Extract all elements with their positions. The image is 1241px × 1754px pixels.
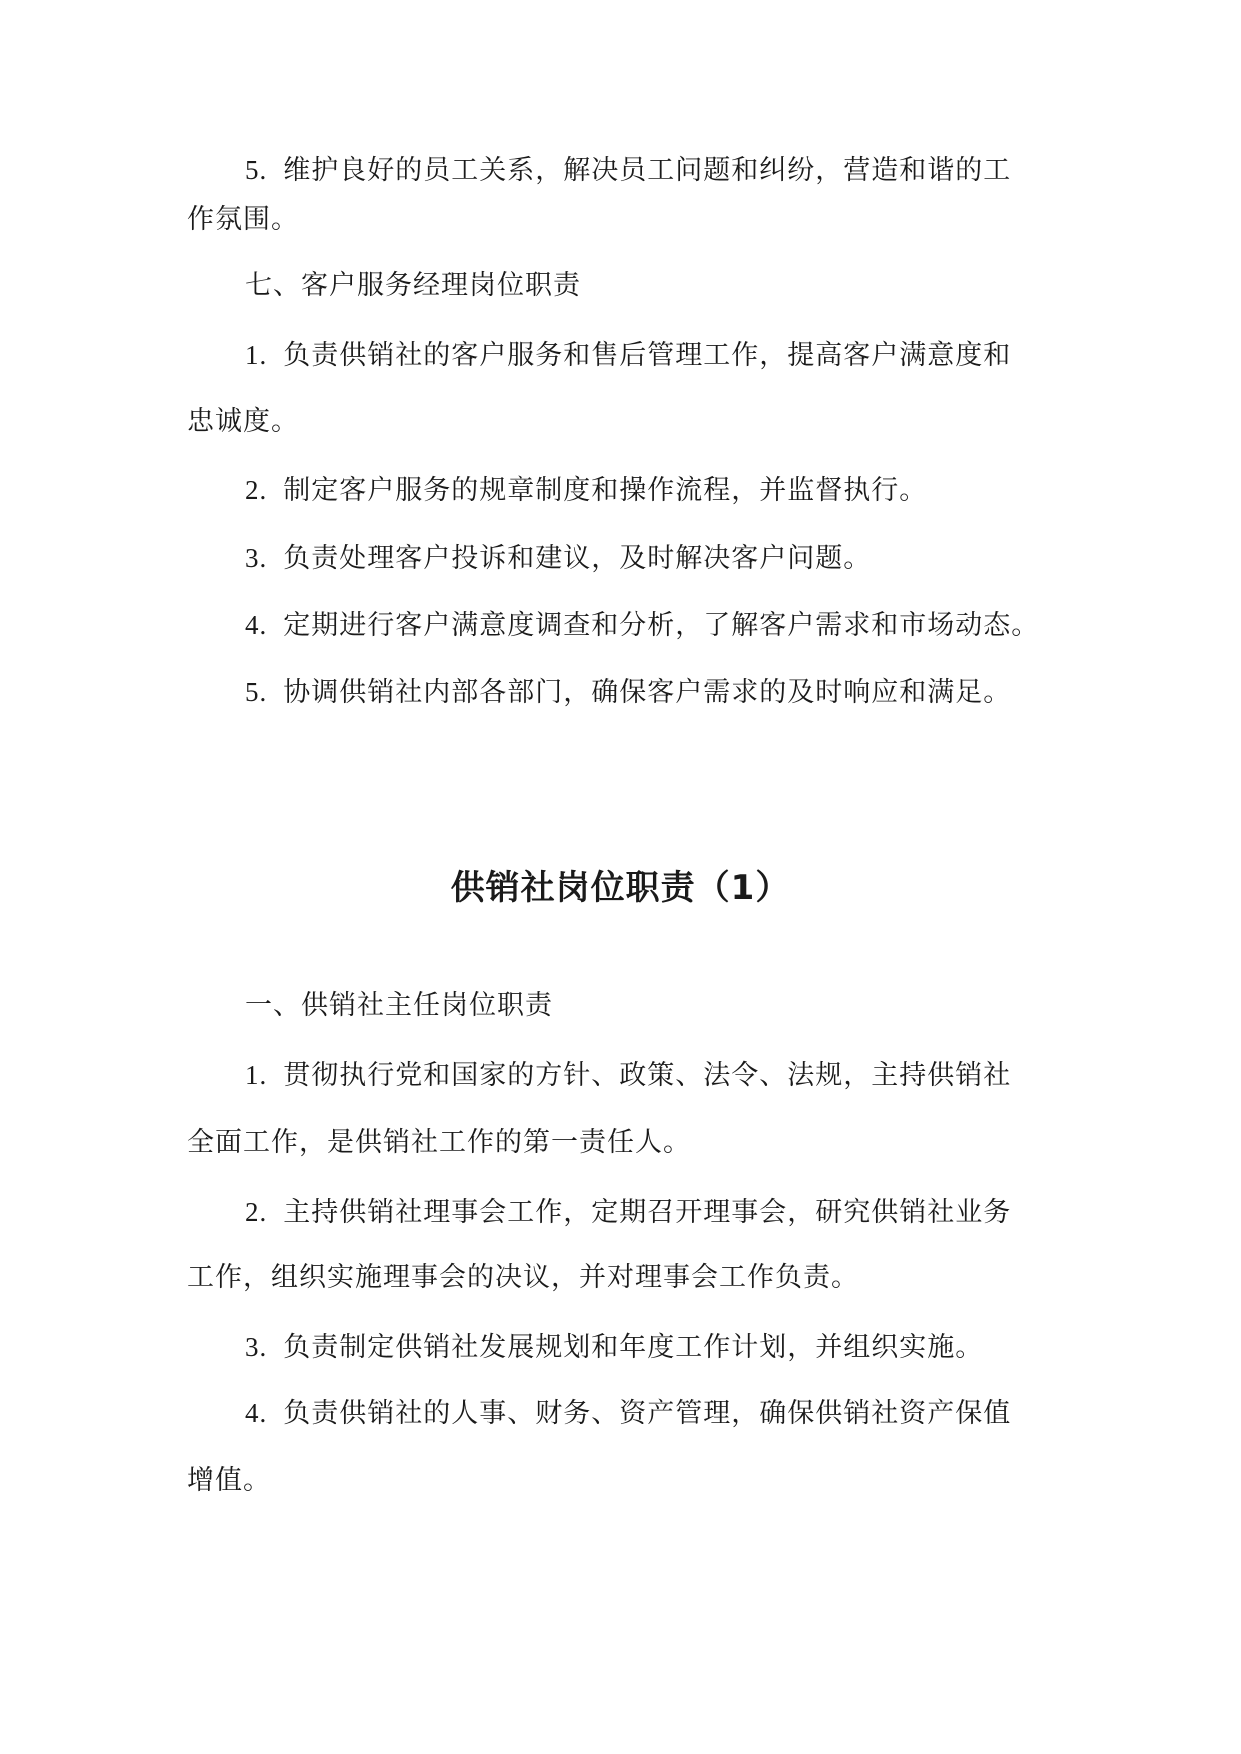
paragraph-line xyxy=(245,1393,1057,1434)
item-number: 3. xyxy=(245,543,268,573)
item-number: 5. xyxy=(245,155,268,185)
paragraph-line: 增值。 xyxy=(187,1465,271,1496)
paragraph-text: 负责供销社的客户服务和售后管理工作，提高客户满意度和 xyxy=(283,340,1012,371)
paragraph-text: 主持供销社理事会工作，定期召开理事会，研究供销社业务 xyxy=(283,1197,1012,1228)
document-title: 供销社岗位职责（1） xyxy=(450,868,791,908)
paragraph-text: 负责供销社的人事、财务、资产管理，确保供销社资产保值 xyxy=(283,1398,1012,1429)
item-number: 3. xyxy=(245,1332,268,1362)
item-number: 1. xyxy=(245,340,268,370)
paragraph-text: 负责处理客户投诉和建议，及时解决客户问题。 xyxy=(283,543,872,574)
paragraph-line xyxy=(245,335,1057,376)
item-number: 2. xyxy=(245,1197,268,1227)
paragraph-line: 忠诚度。 xyxy=(187,406,299,437)
paragraph-line xyxy=(245,1327,1057,1368)
paragraph-line xyxy=(245,1192,1057,1233)
paragraph-text: 定期进行客户满意度调查和分析，了解客户需求和市场动态。 xyxy=(283,610,1040,641)
paragraph-line: 全面工作，是供销社工作的第一责任人。 xyxy=(187,1127,691,1158)
paragraph-line: 工作，组织实施理事会的决议，并对理事会工作负责。 xyxy=(187,1262,859,1293)
item-number: 4. xyxy=(245,1398,268,1428)
paragraph-text: 协调供销社内部各部门，确保客户需求的及时响应和满足。 xyxy=(283,677,1012,708)
paragraph-line xyxy=(245,672,1057,713)
paragraph-line xyxy=(245,538,1057,579)
item-number: 4. xyxy=(245,610,268,640)
paragraph-line xyxy=(245,1055,1057,1096)
item-number: 5. xyxy=(245,677,268,707)
paragraph-text: 制定客户服务的规章制度和操作流程，并监督执行。 xyxy=(283,475,928,506)
item-number: 1. xyxy=(245,1060,268,1090)
section-heading: 一、供销社主任岗位职责 xyxy=(245,990,553,1021)
paragraph-text: 贯彻执行党和国家的方针、政策、法令、法规，主持供销社 xyxy=(283,1060,1012,1091)
section-heading: 七、客户服务经理岗位职责 xyxy=(245,270,581,301)
paragraph-text: 负责制定供销社发展规划和年度工作计划，并组织实施。 xyxy=(283,1332,984,1363)
paragraph-line xyxy=(245,605,1057,646)
paragraph-line xyxy=(245,150,1057,191)
paragraph-line xyxy=(245,470,1057,511)
paragraph-text: 维护良好的员工关系，解决员工问题和纠纷，营造和谐的工 xyxy=(283,155,1012,186)
paragraph-line: 作氛围。 xyxy=(187,204,299,235)
item-number: 2. xyxy=(245,475,268,505)
